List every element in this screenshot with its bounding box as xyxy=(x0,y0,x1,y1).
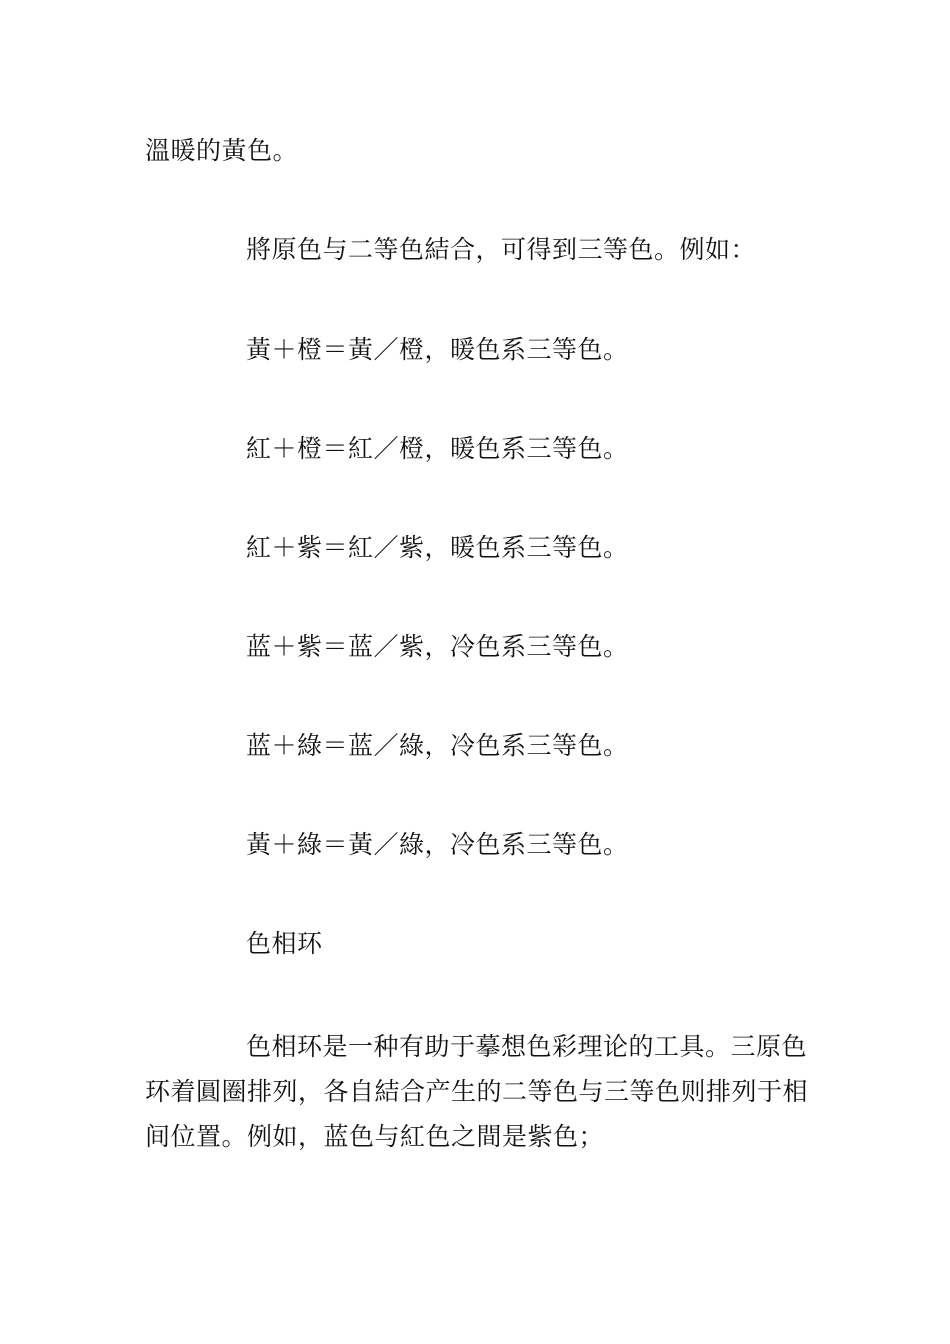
section-heading: 色相环 xyxy=(246,929,323,958)
text-line: 紅＋橙＝紅／橙，暖色系三等色。 xyxy=(246,434,629,463)
paragraph xyxy=(145,1024,815,1159)
paragraph-line: 色相环是一种有助于摹想色彩理论的工具。三原色 xyxy=(246,1032,808,1061)
text-line: 紅＋紫＝紅／紫，暖色系三等色。 xyxy=(246,533,629,562)
text-line: 黃＋橙＝黃／橙，暖色系三等色。 xyxy=(246,335,629,364)
paragraph-line: 间位置。例如，蓝色与紅色之間是紫色； xyxy=(145,1122,605,1151)
text-line: 將原色与二等色結合，可得到三等色。例如： xyxy=(246,235,757,264)
text-line: 蓝＋綠＝蓝／綠，冷色系三等色。 xyxy=(246,731,629,760)
text-line: 黃＋綠＝黃／綠，冷色系三等色。 xyxy=(246,830,629,859)
text-line: 蓝＋紫＝蓝／紫，冷色系三等色。 xyxy=(246,632,629,661)
paragraph-line: 环着圓圈排列，各自結合产生的二等色与三等色则排列于相 xyxy=(145,1077,809,1106)
text-line: 溫暖的黃色。 xyxy=(145,136,299,165)
